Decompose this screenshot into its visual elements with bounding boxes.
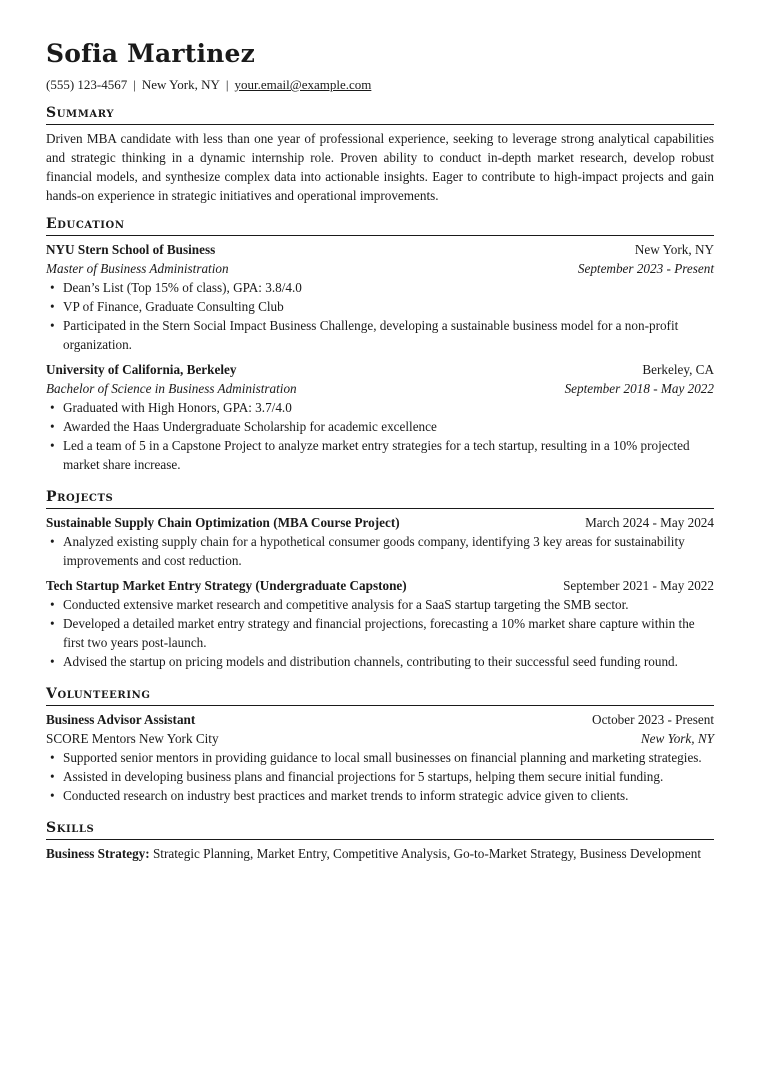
skills-line [46,844,714,863]
volunteer-dates: October 2023 - Present [592,712,714,727]
bullet-icon: • [50,419,55,434]
volunteer-location: New York, NY [640,731,714,746]
list-item: • Graduated with High Honors, GPA: 3.7/4.0 [50,400,292,415]
section-title-education: Education [46,215,714,236]
section-title-projects: Projects [46,488,714,509]
list-item: • Participated in the Stern Social Impact Business Challenge, developing a sustainable business model for a non-profit organization. [50,318,679,352]
bullet-icon: • [50,616,55,631]
candidate-name: Sofia Martinez [46,39,256,68]
summary-text: Driven MBA candidate with less than one year of professional experience, seeking to leverage strong analytical capabilities and strategic thinking in a dynamic internship role. Proven ability to conduct in-depth market research, develop robust financial models, and synthesize complex data into actionable insights. Eager to contribute to high-impact projects and gain hands-on experience in strategic initiatives and operational improvements. [46,131,714,203]
project-name: Sustainable Supply Chain Optimization (MBA Course Project) [46,515,400,530]
education-dates: September 2023 - Present [577,261,714,276]
contact-separator: | [225,77,229,92]
contact-separator: | [133,77,136,92]
project-dates: September 2021 - May 2022 [563,578,714,593]
contact-line [46,76,714,94]
school-name: NYU Stern School of Business [46,242,216,257]
list-item: • Supported senior mentors in providing guidance to local small businesses on financial planning and marketing strategies. [50,750,702,765]
project-entry [46,576,714,671]
email-link[interactable]: your.email@example.com [234,77,372,92]
skills-list: Strategic Planning, Market Entry, Competitive Analysis, Go-to-Market Strategy, Business Development [152,846,702,861]
volunteering-entry [46,710,714,805]
education-entry [46,360,714,474]
section-title-volunteering: Volunteering [46,685,714,706]
list-item: • Analyzed existing supply chain for a hypothetical consumer goods company, identifying 3 key areas for sustainability improvements and cost reduction. [50,534,685,568]
skills-category: Business Strategy: [46,846,150,861]
bullet-icon: • [50,318,55,333]
project-entry [46,513,714,570]
school-location: Berkeley, CA [642,362,714,377]
list-item: • VP of Finance, Graduate Consulting Club [50,299,284,314]
list-item: • Awarded the Haas Undergraduate Scholarship for academic excellence [50,419,437,434]
bullet-icon: • [50,299,55,314]
list-item: • Led a team of 5 in a Capstone Project to analyze market entry strategies for a tech startup, resulting in a 10% projected market share increase. [50,438,690,472]
list-item: • Advised the startup on pricing models and distribution channels, contributing to their successful seed funding round. [50,654,678,669]
bullet-icon: • [50,654,55,669]
project-dates: March 2024 - May 2024 [585,515,714,530]
bullet-icon: • [50,769,55,784]
bullet-icon: • [50,534,55,549]
list-item: • Conducted research on industry best practices and market trends to inform strategic advice given to clients. [50,788,629,803]
education-entry [46,240,714,354]
bullet-icon: • [50,788,55,803]
volunteer-role: Business Advisor Assistant [46,712,196,727]
degree: Master of Business Administration [46,261,229,276]
bullet-list [46,532,714,570]
school-location: New York, NY [634,242,714,257]
bullet-list [46,595,714,671]
phone-number: (555) 123-4567 [46,77,128,92]
bullet-list [46,398,714,474]
bullet-list [46,748,714,805]
list-item: • Dean’s List (Top 15% of class), GPA: 3.8/4.0 [50,280,302,295]
school-name: University of California, Berkeley [46,362,237,377]
education-dates: September 2018 - May 2022 [564,381,714,396]
list-item: • Conducted extensive market research and competitive analysis for a SaaS startup targeting the SMB sector. [50,597,629,612]
bullet-icon: • [50,438,55,453]
bullet-icon: • [50,280,55,295]
bullet-icon: • [50,597,55,612]
volunteer-organization: SCORE Mentors New York City [46,731,219,746]
bullet-icon: • [50,400,55,415]
location: New York, NY [141,77,220,92]
section-title-skills: Skills [46,819,714,840]
bullet-icon: • [50,750,55,765]
bullet-list [46,278,714,354]
project-name: Tech Startup Market Entry Strategy (Undergraduate Capstone) [46,578,407,593]
list-item: • Developed a detailed market entry strategy and financial projections, forecasting a 10% market share capture within the first two years post-launch. [50,616,695,650]
list-item: • Assisted in developing business plans and financial projections for 5 startups, helping them secure initial funding. [50,769,664,784]
section-title-summary: Summary [46,104,714,125]
degree: Bachelor of Science in Business Administration [46,381,297,396]
